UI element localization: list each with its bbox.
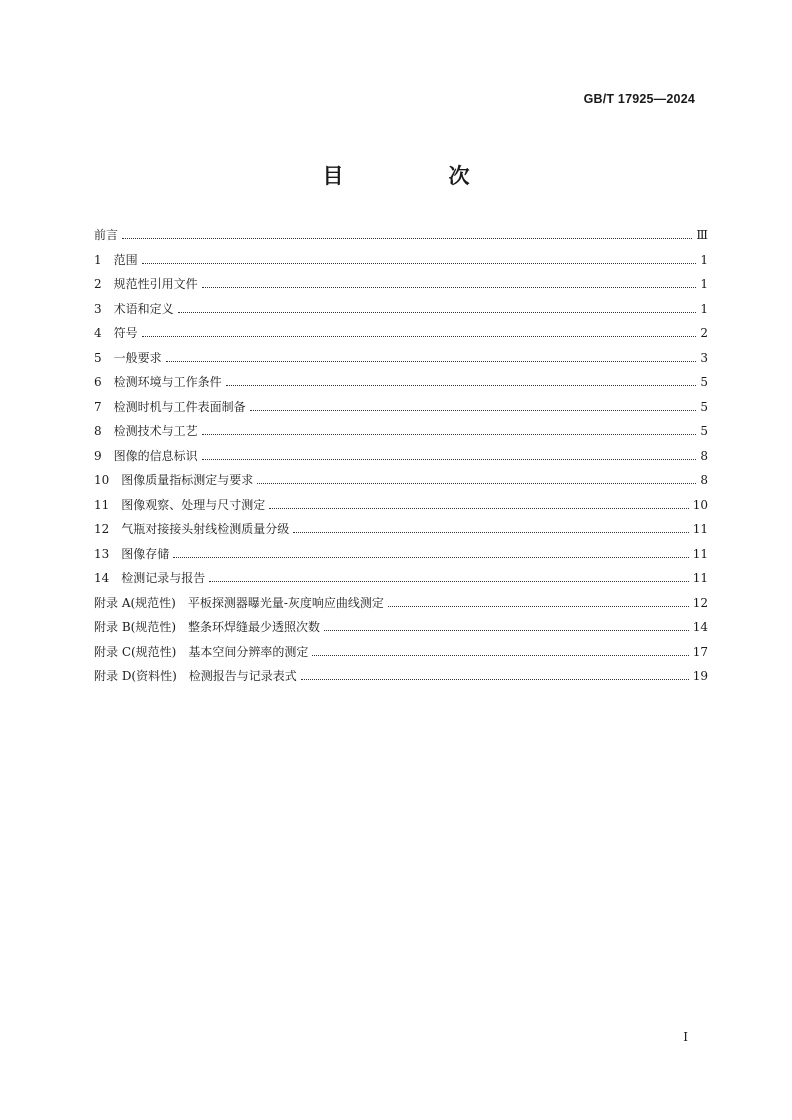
standard-code: GB/T 17925—2024	[583, 92, 695, 106]
toc-entry-label: 附录 A(规范性) 平板探测器曝光量-灰度响应曲线测定	[94, 595, 384, 610]
toc-entry-page: 1	[700, 252, 708, 267]
toc-entry[interactable]	[94, 471, 708, 496]
toc-dot-leader	[293, 532, 688, 533]
toc-entry-label: 13 图像存储	[94, 546, 170, 561]
toc-entry[interactable]	[94, 373, 708, 398]
toc-entry-label: 3 术语和定义	[94, 301, 174, 316]
toc-entry-label: 附录 B(规范性) 整条环焊缝最少透照次数	[94, 620, 320, 634]
toc-dot-leader	[122, 238, 692, 239]
toc-entry[interactable]	[94, 569, 708, 594]
toc-dot-leader	[202, 434, 696, 435]
toc-entry[interactable]	[94, 300, 708, 325]
page-title: 目 次	[322, 164, 512, 188]
toc-entry[interactable]	[94, 643, 708, 668]
toc-dot-leader	[257, 483, 696, 484]
toc-entry-page: 1	[700, 277, 708, 291]
toc-dot-leader	[250, 410, 696, 411]
toc-entry-page: 1	[700, 301, 708, 316]
toc-dot-leader	[142, 336, 696, 337]
toc-entry-label: 4 符号	[94, 326, 138, 340]
table-of-contents	[94, 226, 708, 692]
toc-entry-page: 11	[692, 546, 708, 561]
toc-entry[interactable]	[94, 226, 708, 251]
toc-entry[interactable]	[94, 520, 708, 545]
toc-dot-leader	[226, 385, 696, 386]
page-number: I	[683, 1030, 688, 1044]
toc-entry[interactable]	[94, 398, 708, 423]
toc-entry-page: 14	[692, 620, 708, 634]
toc-entry-page: 10	[692, 497, 708, 512]
toc-entry[interactable]	[94, 496, 708, 521]
toc-dot-leader	[166, 361, 696, 362]
toc-entry-label: 前言	[94, 228, 119, 242]
toc-dot-leader	[301, 679, 689, 680]
toc-entry[interactable]	[94, 667, 708, 692]
toc-entry-page: 12	[692, 595, 708, 610]
toc-entry-label: 5 一般要求	[94, 350, 162, 365]
toc-entry-page: 3	[700, 350, 708, 365]
toc-entry-label: 8 检测技术与工艺	[94, 424, 198, 438]
toc-entry-label: 12 气瓶对接接头射线检测质量分级	[94, 522, 290, 536]
toc-entry-label: 附录 D(资料性) 检测报告与记录表式	[94, 669, 297, 683]
toc-entry-label: 附录 C(规范性) 基本空间分辨率的测定	[94, 644, 309, 659]
toc-entry-label: 2 规范性引用文件	[94, 277, 198, 291]
toc-entry[interactable]	[94, 594, 708, 619]
toc-entry-label: 1 范围	[94, 252, 138, 267]
toc-entry[interactable]	[94, 324, 708, 349]
toc-dot-leader	[142, 263, 696, 264]
toc-entry-page: 5	[700, 424, 708, 438]
toc-dot-leader	[202, 459, 696, 460]
toc-entry-label: 6 检测环境与工作条件	[94, 375, 222, 389]
toc-entry-page: Ⅲ	[696, 228, 708, 242]
toc-entry[interactable]	[94, 251, 708, 276]
toc-entry[interactable]	[94, 275, 708, 300]
toc-entry[interactable]	[94, 447, 708, 472]
toc-entry[interactable]	[94, 422, 708, 447]
toc-dot-leader	[209, 581, 688, 582]
toc-entry-label: 7 检测时机与工件表面制备	[94, 399, 246, 414]
toc-dot-leader	[202, 287, 696, 288]
toc-entry-page: 5	[700, 375, 708, 389]
toc-entry[interactable]	[94, 545, 708, 570]
toc-dot-leader	[173, 557, 688, 558]
toc-entry-page: 19	[692, 669, 708, 683]
toc-entry-page: 5	[700, 399, 708, 414]
toc-entry-label: 9 图像的信息标识	[94, 448, 198, 463]
toc-dot-leader	[312, 655, 688, 656]
toc-entry-page: 8	[700, 473, 708, 487]
toc-dot-leader	[324, 630, 689, 631]
toc-dot-leader	[178, 312, 696, 313]
toc-entry-label: 14 检测记录与报告	[94, 571, 206, 585]
toc-entry[interactable]	[94, 349, 708, 374]
toc-entry-page: 17	[692, 644, 708, 659]
toc-entry[interactable]	[94, 618, 708, 643]
toc-dot-leader	[269, 508, 688, 509]
toc-entry-page: 2	[700, 326, 708, 340]
toc-entry-page: 8	[700, 448, 708, 463]
toc-entry-page: 11	[692, 571, 708, 585]
toc-dot-leader	[388, 606, 689, 607]
toc-entry-label: 11 图像观察、处理与尺寸测定	[94, 497, 266, 512]
toc-entry-page: 11	[692, 522, 708, 536]
toc-entry-label: 10 图像质量指标测定与要求	[94, 473, 254, 487]
